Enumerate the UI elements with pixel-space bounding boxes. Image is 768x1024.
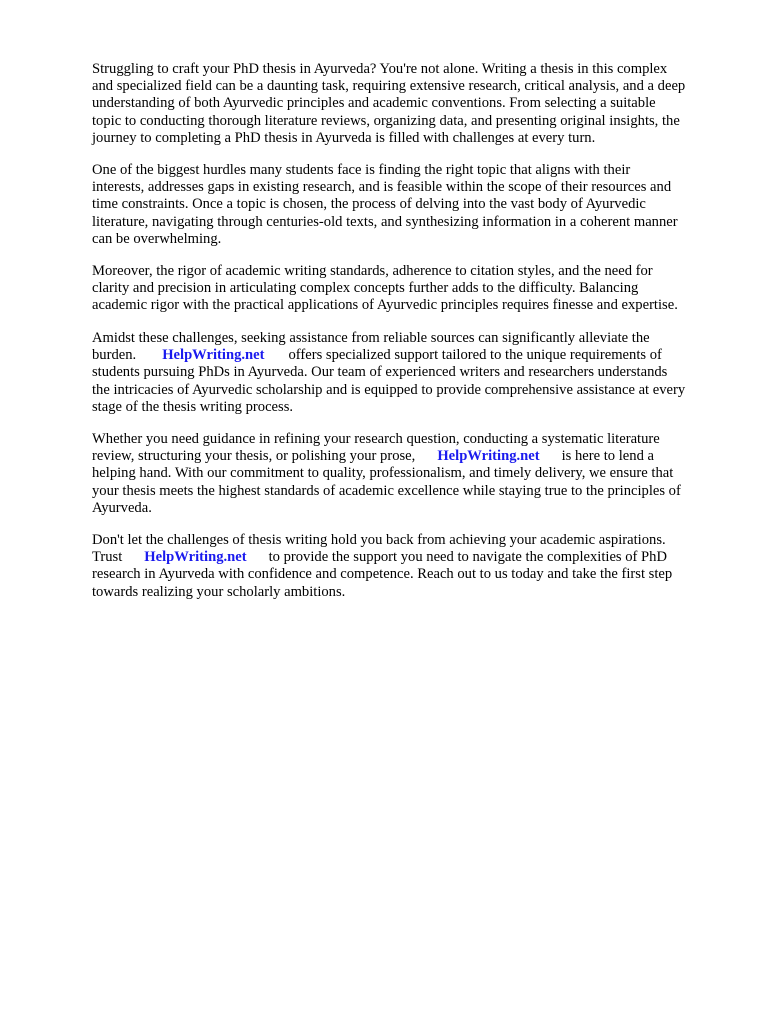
text-line: students pursuing PhDs in Ayurveda. Our team of experienced writers and researchers understands (92, 364, 668, 381)
text-line: academic rigor with the practical applications of Ayurvedic principles requires finesse and expertise. (92, 297, 678, 314)
text-line-with-link (92, 448, 732, 465)
text-line: towards realizing your scholarly ambitions. (92, 583, 346, 600)
text-line: the intricacies of Ayurvedic scholarship and is equipped to provide comprehensive assistance at every (92, 381, 686, 398)
text-fragment: review, structuring your thesis, or polishing your prose, (92, 448, 416, 465)
text-line: your thesis meets the highest standards of academic excellence while staying true to the principles of (92, 482, 681, 499)
text-line: Moreover, the rigor of academic writing standards, adherence to citation styles, and the need for (92, 263, 653, 279)
helpwriting-link[interactable]: HelpWriting.net (162, 347, 265, 364)
text-line-with-link (92, 347, 732, 364)
text-line: understanding of both Ayurvedic principles and academic conventions. From selecting a suitable (92, 95, 656, 112)
text-line: time constraints. Once a topic is chosen, the process of delving into the vast body of Ayurvedic (92, 196, 646, 213)
text-line: literature, navigating through centuries-old texts, and synthesizing information in a coherent manner (92, 213, 678, 230)
text-line: Don't let the challenges of thesis writing hold you back from achieving your academic aspirations. (92, 532, 666, 548)
text-line: research in Ayurveda with confidence and competence. Reach out to us today and take the first step (92, 566, 673, 583)
paragraph-guidance (92, 431, 732, 517)
paragraph-intro (92, 61, 732, 147)
text-line: Struggling to craft your PhD thesis in Ayurveda? You're not alone. Writing a thesis in this complex (92, 61, 668, 77)
paragraph-hurdles (92, 162, 732, 248)
text-line: helping hand. With our commitment to quality, professionalism, and timely delivery, we ensure that (92, 465, 674, 482)
helpwriting-link[interactable]: HelpWriting.net (144, 549, 247, 566)
text-line: clarity and precision in articulating complex concepts further adds to the difficulty. Balancing (92, 280, 639, 297)
text-line: Amidst these challenges, seeking assistance from reliable sources can significantly alleviate the (92, 330, 650, 346)
text-fragment: burden. (92, 347, 137, 364)
text-line: interests, addresses gaps in existing research, and is feasible within the scope of their resources and (92, 179, 672, 196)
text-line: Ayurveda. (92, 499, 152, 516)
text-fragment: Trust (92, 549, 123, 566)
text-line: topic to conducting thorough literature reviews, organizing data, and presenting original insights, the (92, 112, 680, 129)
paragraph-closing (92, 532, 732, 601)
helpwriting-link[interactable]: HelpWriting.net (437, 448, 540, 465)
paragraph-rigor (92, 263, 732, 315)
paragraph-assistance (92, 330, 732, 416)
text-line: stage of the thesis writing process. (92, 398, 294, 415)
text-line: and specialized field can be a daunting task, requiring extensive research, critical analysis, and a deep (92, 78, 686, 95)
text-fragment: is here to lend a (561, 448, 655, 465)
text-fragment: offers specialized support tailored to the unique requirements of (288, 347, 662, 364)
text-fragment: to provide the support you need to navigate the complexities of PhD (268, 549, 668, 566)
text-line-with-link (92, 549, 732, 566)
text-line: can be overwhelming. (92, 230, 222, 247)
text-line: journey to completing a PhD thesis in Ayurveda is filled with challenges at every turn. (92, 129, 596, 146)
text-line: One of the biggest hurdles many students face is finding the right topic that aligns with their (92, 162, 631, 178)
text-line: Whether you need guidance in refining your research question, conducting a systematic literature (92, 431, 660, 447)
